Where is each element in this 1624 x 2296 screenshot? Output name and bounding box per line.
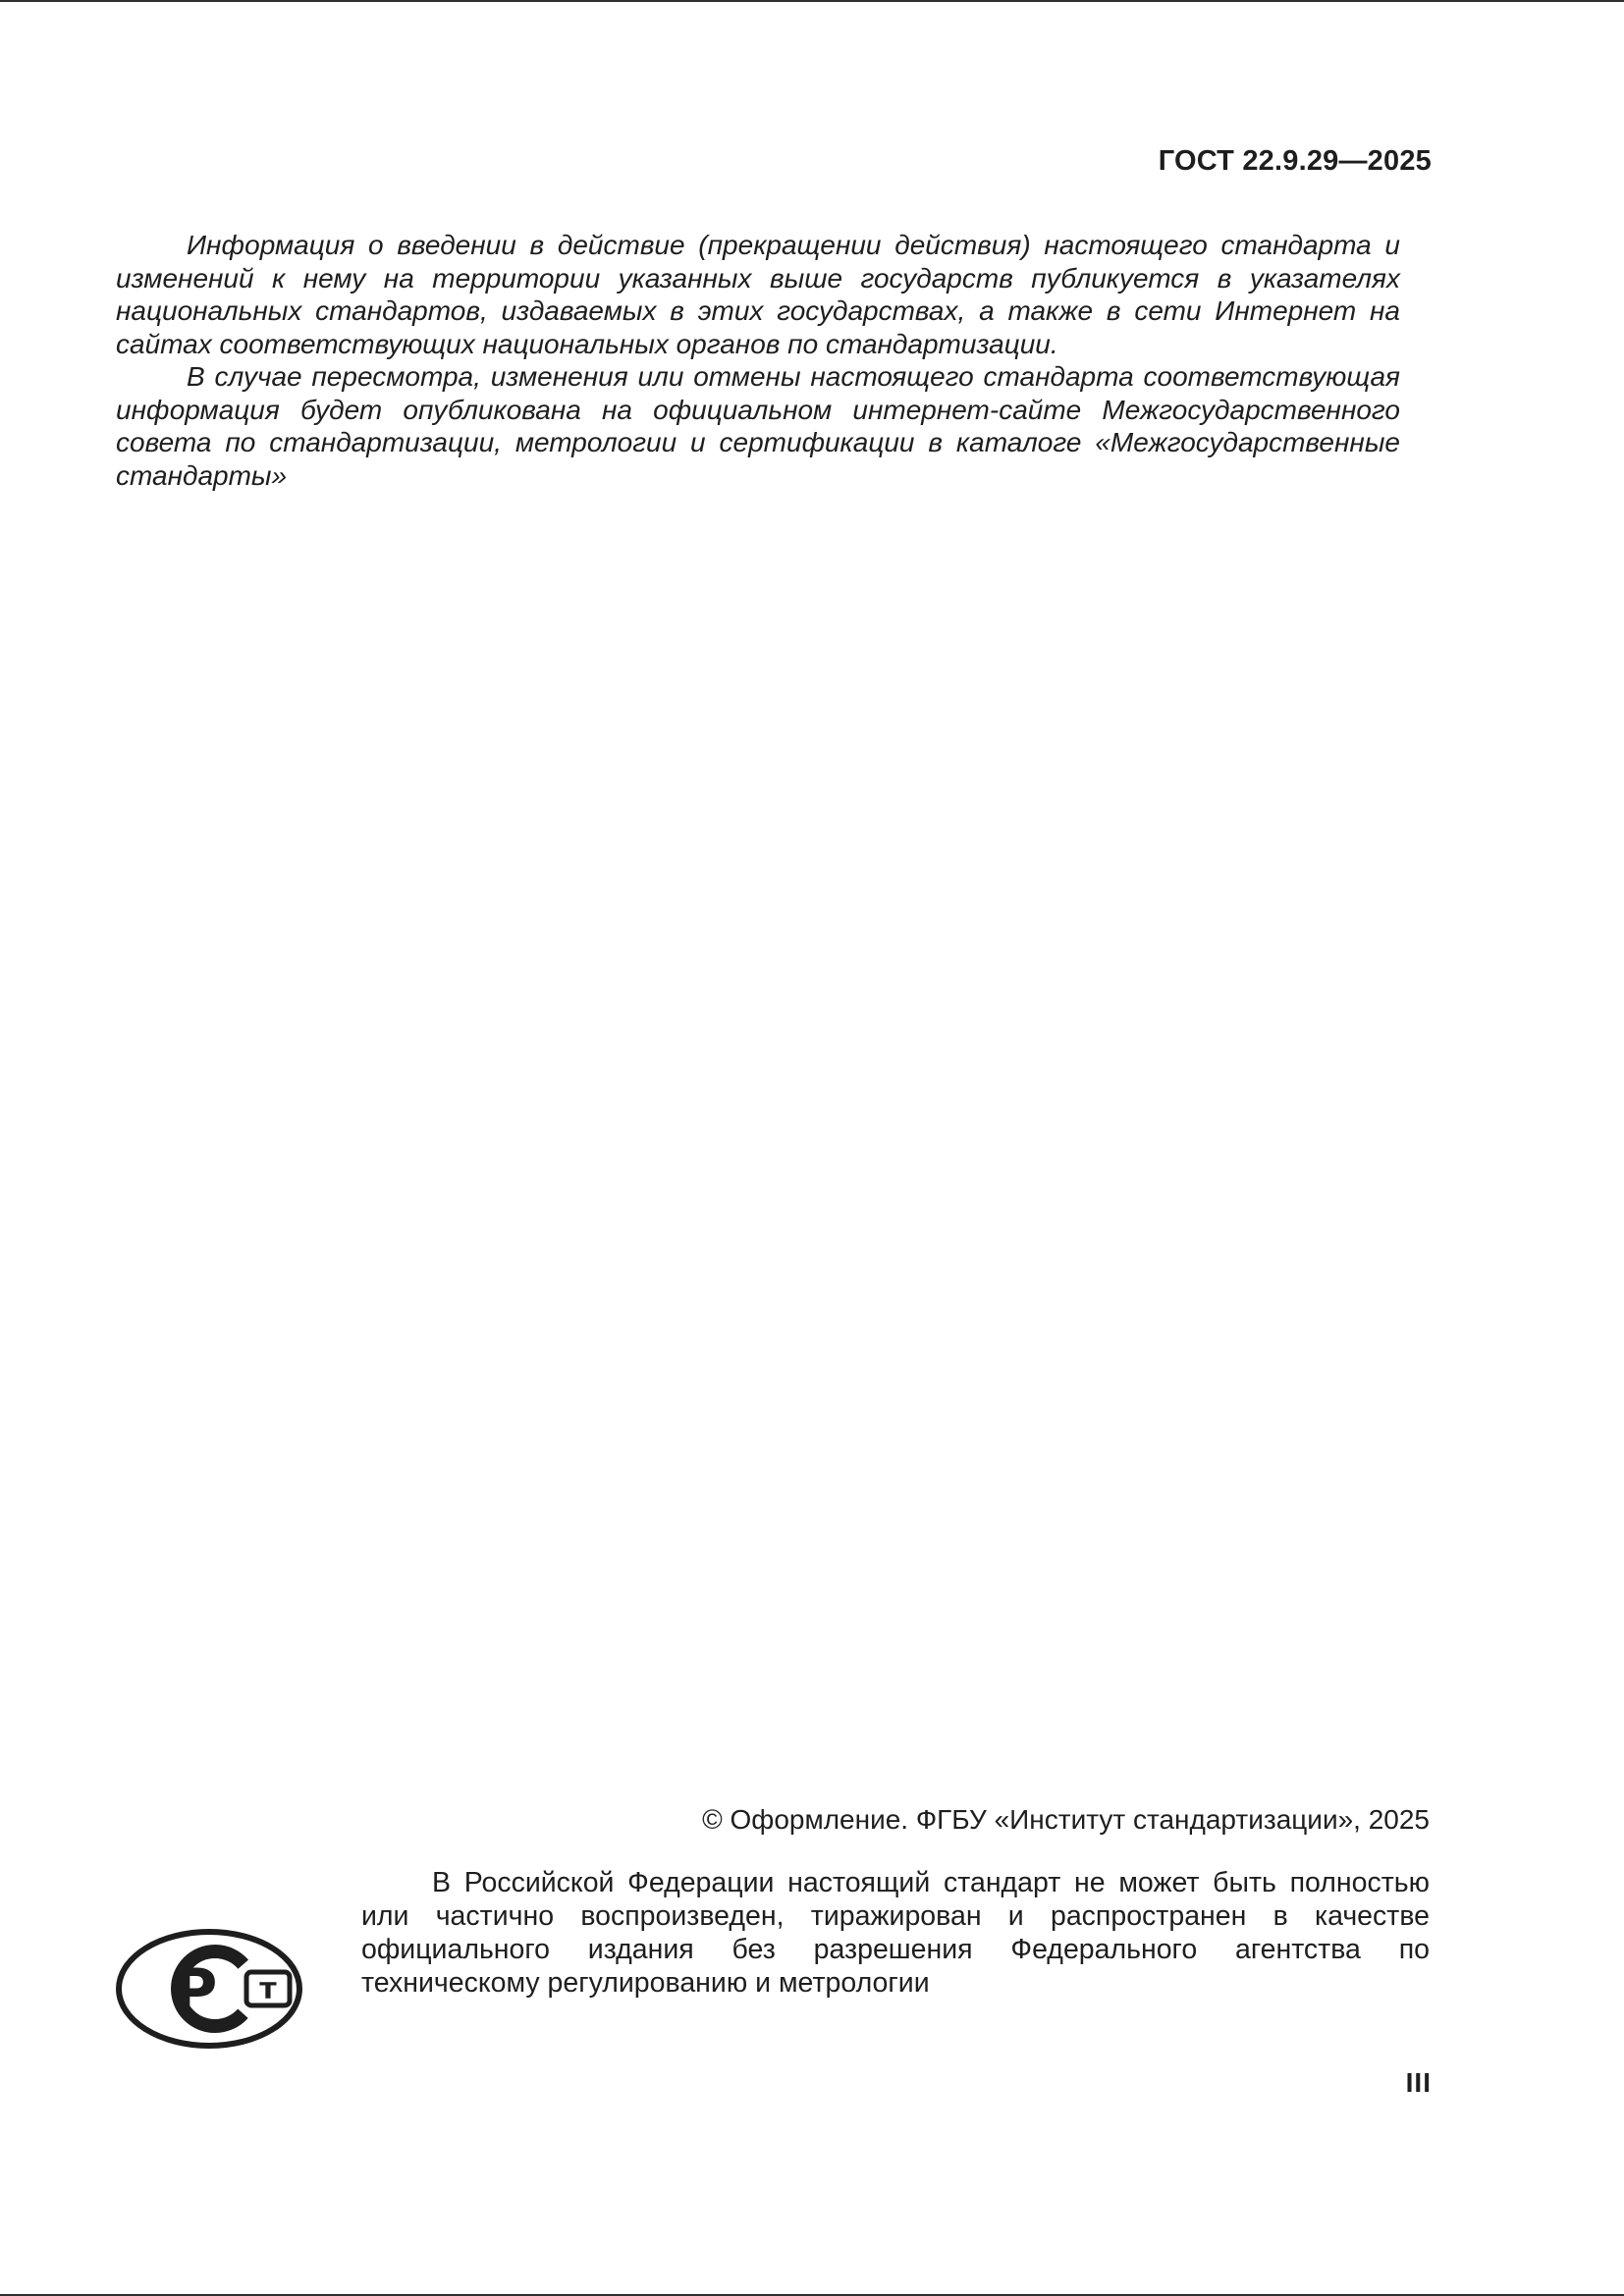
intro-paragraph-publication: Информация о введении в действие (прекращении действия) настоящего стандарта и изменений к нему на территории указанных выше государств публикуется в указателях национальных стандартов, издаваемых в этих государствах, а также в сети Интернет на сайтах соответствующих национальных органов по стандартизации. xyxy=(116,230,1400,359)
page-number: III xyxy=(1405,2067,1432,2098)
reproduction-restriction-block xyxy=(361,1866,1430,2000)
logo-letter-t: т xyxy=(259,1972,277,2006)
copyright-notice: © Оформление. ФГБУ «Институт стандартизации», 2025 xyxy=(702,1804,1430,1835)
intro-paragraph-revision: В случае пересмотра, изменения или отмены настоящего стандарта соответствующая информация будет опубликована на официальном интернет-сайте Межгосударственного совета по стандартизации, метрологии и сертификации в каталоге «Межгосударственные стандарты» xyxy=(116,361,1400,491)
rosstandart-rst-logo-icon xyxy=(112,1926,306,2052)
intro-text-block xyxy=(116,229,1400,492)
standard-designation: ГОСТ 22.9.29—2025 xyxy=(1158,145,1432,177)
reproduction-restriction-text: В Российской Федерации настоящий стандарт не может быть полностью или частично воспроизведен, тиражирован и распространен в качестве официального издания без разрешения Федерального агентства по техническому регулированию и метрологии xyxy=(361,1867,1430,1999)
scan-edge-top xyxy=(0,0,1624,2)
logo-letter-p: Р xyxy=(173,1955,218,2027)
